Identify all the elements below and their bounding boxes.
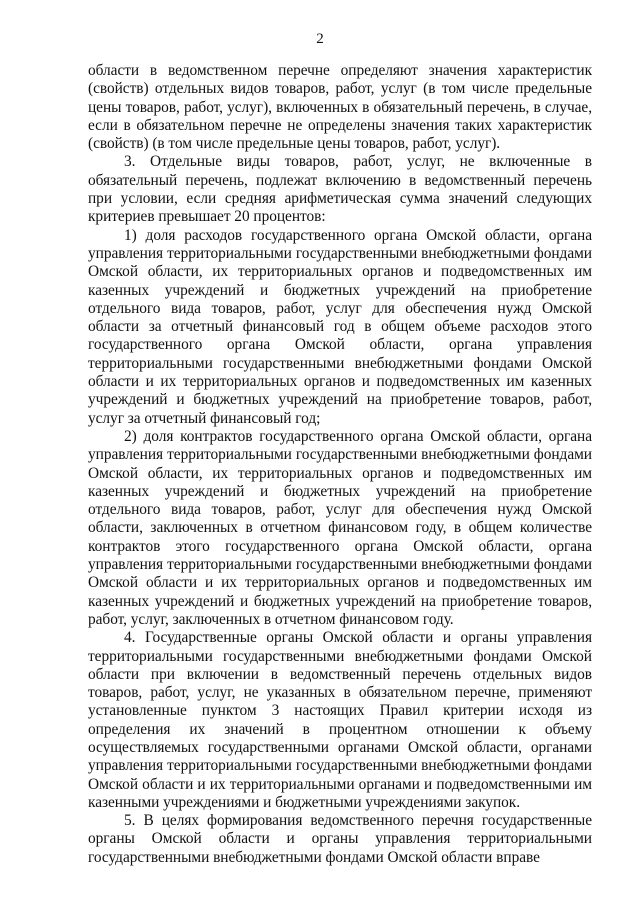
paragraph-continuation: области в ведомственном перечне определяют значения характеристик (свойств) отдельных видов товаров, работ, услуг (в том числе предельные цены товаров, работ, услуг), включенных в обязательный перечень, в случае, если в обязательном перечне не определены значения таких характеристик (свойств) (в том числе предельные цены товаров, работ, услуг). [88,62,592,153]
paragraph-item-3: 3. Отдельные виды товаров, работ, услуг, не включенные в обязательный перечень, подлежат включению в ведомственный перечень при условии, если средняя арифметическая сумма значений следующих критериев превышает 20 процентов: [88,153,592,226]
paragraph-subitem-1: 1) доля расходов государственного органа Омской области, органа управления территориальными государственными внебюджетными фондами Омской области, их территориальных органов и подведомственных им казенных учреждений и бюджетных учреждений на приобретение отдельного вида товаров, работ, услуг для обеспечения нужд Омской области за отчетный финансовый год в общем объеме расходов этого государственного органа Омской области, органа управления территориальными государственными внебюджетными фондами Омской области и их территориальных органов и подведомственных им казенных учреждений и бюджетных учреждений на приобретение товаров, работ, услуг за отчетный финансовый год; [88,226,592,427]
paragraph-subitem-2: 2) доля контрактов государственного органа Омской области, органа управления территориальными государственными внебюджетными фондами Омской области, их территориальных органов и подведомственных им казенных учреждений и бюджетных учреждений на приобретение отдельного вида товаров, работ, услуг для обеспечения нужд Омской области, заключенных в отчетном финансовом году, в общем количестве контрактов этого государственного органа Омской области, органа управления территориальными государственными внебюджетными фондами Омской области и их территориальных органов и подведомственных им казенных учреждений и бюджетных учреждений на приобретение товаров, работ, услуг, заключенных в отчетном финансовом году. [88,427,592,628]
paragraph-item-5: 5. В целях формирования ведомственного перечня государственные органы Омской области и органы управления территориальными государственными внебюджетными фондами Омской области вправе [88,812,592,866]
document-body [88,62,592,867]
page-number: 2 [316,31,324,47]
paragraph-item-4: 4. Государственные органы Омской области и органы управления территориальными государственными внебюджетными фондами Омской области при включении в ведомственный перечень отдельных видов товаров, работ, услуг, не указанных в обязательном перечне, применяют установленные пунктом 3 настоящих Правил критерии исходя из определения их значений в процентном отношении к объему осуществляемых государственными органами Омской области, органами управления территориальными государственными внебюджетными фондами Омской области и их территориальными органами и подведомственными им казенными учреждениями и бюджетными учреждениями закупок. [88,629,592,811]
